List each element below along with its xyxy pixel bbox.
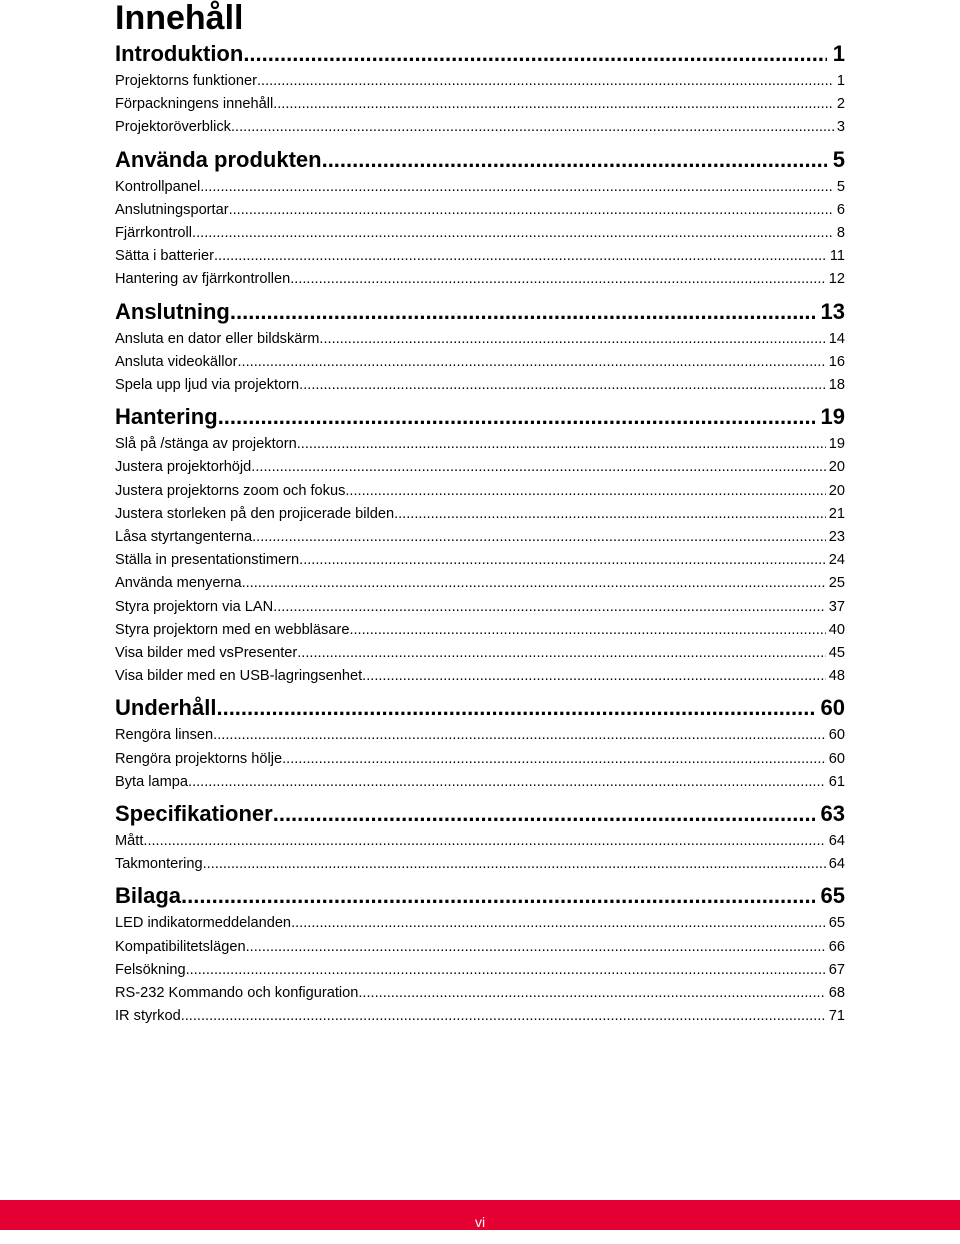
toc-leader (246, 936, 826, 959)
toc-entry[interactable] (115, 936, 845, 959)
toc-entry-label: IR styrkod (115, 1008, 181, 1025)
toc-entry[interactable] (115, 642, 845, 665)
toc-entry[interactable] (115, 199, 845, 222)
toc-entry-label: Takmontering (115, 856, 203, 873)
toc-entry-label: Ansluta videokällor (115, 353, 238, 370)
toc-leader (273, 93, 834, 116)
toc-leader (188, 771, 826, 794)
toc-entry-label: Kontrollpanel (115, 178, 201, 195)
toc-leader (299, 374, 826, 397)
toc-leader (203, 853, 826, 876)
toc-leader (251, 456, 825, 479)
toc-entry-page: 20 (828, 459, 845, 476)
toc-entry-label: Rengöra linsen (115, 727, 214, 744)
toc-entry[interactable] (115, 1005, 845, 1028)
toc-leader (362, 665, 826, 688)
toc-entry-label: Mått (115, 833, 144, 850)
toc-entry-label: Kompatibilitetslägen (115, 938, 246, 955)
toc-entry-page: 37 (828, 598, 845, 615)
toc-section-heading[interactable] (115, 798, 845, 830)
toc-entry-label: RS-232 Kommando och konfiguration (115, 985, 359, 1002)
toc-entry[interactable] (115, 456, 845, 479)
toc-section-heading[interactable] (115, 38, 845, 70)
toc-leader (322, 144, 827, 176)
footer-bar (0, 1200, 960, 1230)
toc-entry-page: 3 (836, 119, 845, 136)
toc-entry[interactable] (115, 374, 845, 397)
toc-entry-label: Spela upp ljud via projektorn (115, 377, 300, 394)
toc-entry-page: 40 (828, 621, 845, 638)
toc-leader (200, 176, 834, 199)
toc-entry[interactable] (115, 748, 845, 771)
toc-entry-page: 18 (828, 377, 845, 394)
toc-leader (297, 433, 826, 456)
toc-entry-page: 21 (828, 505, 845, 522)
toc-entry-page: 8 (836, 225, 845, 242)
toc-section-label: Specifikationer (115, 801, 273, 827)
toc-section-page: 63 (820, 801, 845, 827)
toc-section-label: Introduktion (115, 41, 244, 66)
toc-entry[interactable] (115, 549, 845, 572)
toc-leader (231, 116, 834, 139)
footer-page-number: vi (474, 1214, 486, 1230)
toc-entry[interactable] (115, 619, 845, 642)
toc-leader (345, 480, 825, 503)
toc-leader (273, 596, 826, 619)
toc-entry-page: 64 (828, 856, 845, 873)
toc-entry-label: Sätta i batterier (115, 248, 214, 265)
toc-entry[interactable] (115, 526, 845, 549)
toc-entry-label: LED indikatormeddelanden (115, 915, 292, 932)
toc-leader (214, 245, 827, 268)
toc-entry[interactable] (115, 268, 845, 291)
toc-entry-label: Förpackningens innehåll (115, 96, 274, 113)
toc-entry[interactable] (115, 982, 845, 1005)
toc-leader (181, 880, 814, 912)
toc-leader (238, 351, 826, 374)
toc-section-label: Hantering (115, 404, 218, 430)
toc-entry-label: Rengöra projektorns hölje (115, 750, 283, 767)
toc-leader (216, 692, 814, 724)
toc-section-label: Anslutning (115, 298, 230, 324)
toc-leader (319, 328, 825, 351)
toc-section-page: 13 (820, 298, 845, 324)
toc-entry-label: Justera projektorns zoom och fokus (115, 482, 346, 499)
page-title: Innehåll (115, 0, 244, 37)
toc-entry-page: 14 (828, 330, 845, 347)
toc-entry[interactable] (115, 959, 845, 982)
toc-entry[interactable] (115, 830, 845, 853)
toc-entry-page: 11 (829, 248, 845, 265)
toc-leader (299, 549, 826, 572)
toc-entry[interactable] (115, 222, 845, 245)
toc-leader (181, 1005, 826, 1028)
toc-entry-label: Ansluta en dator eller bildskärm (115, 330, 320, 347)
toc-leader (282, 748, 826, 771)
toc-entry-label: Fjärrkontroll (115, 225, 193, 242)
toc-entry-label: Använda menyerna (115, 575, 242, 592)
table-of-contents (115, 38, 845, 1029)
toc-section-heading[interactable] (115, 296, 845, 328)
toc-section-label: Underhåll (115, 695, 217, 721)
toc-section-heading[interactable] (115, 144, 845, 176)
toc-entry[interactable] (115, 480, 845, 503)
toc-entry-page: 61 (828, 773, 845, 790)
toc-leader (192, 222, 834, 245)
toc-leader (358, 982, 825, 1005)
toc-section-label: Använda produkten (115, 146, 322, 172)
toc-leader (186, 959, 826, 982)
toc-entry[interactable] (115, 665, 845, 688)
toc-entry[interactable] (115, 771, 845, 794)
toc-entry-page: 12 (828, 271, 845, 288)
toc-entry-label: Felsökning (115, 961, 186, 978)
toc-leader (394, 503, 826, 526)
toc-entry-page: 6 (836, 201, 845, 218)
toc-entry-label: Justera storleken på den projicerade bilden (115, 505, 395, 522)
toc-leader (349, 619, 825, 642)
toc-entry-page: 60 (828, 727, 845, 744)
toc-entry[interactable] (115, 912, 845, 935)
toc-entry-label: Ställa in presentationstimern (115, 552, 300, 569)
toc-entry-page: 2 (836, 96, 845, 113)
toc-entry-page: 48 (828, 668, 845, 685)
toc-entry-label: Låsa styrtangenterna (115, 529, 253, 546)
toc-leader (243, 38, 826, 70)
toc-entry-page: 25 (828, 575, 845, 592)
toc-leader (297, 642, 826, 665)
toc-leader (291, 912, 826, 935)
toc-leader (229, 199, 834, 222)
toc-section-heading[interactable] (115, 880, 845, 912)
toc-leader (257, 70, 834, 93)
toc-leader (218, 401, 815, 433)
toc-entry[interactable] (115, 724, 845, 747)
toc-section-page: 60 (820, 695, 845, 721)
toc-entry-page: 68 (828, 985, 845, 1002)
toc-entry-page: 5 (836, 178, 845, 195)
toc-entry-page: 65 (828, 915, 845, 932)
toc-section-page: 5 (832, 146, 845, 172)
toc-entry[interactable] (115, 351, 845, 374)
toc-entry[interactable] (115, 245, 845, 268)
toc-entry[interactable] (115, 433, 845, 456)
toc-section-label: Bilaga (115, 883, 182, 909)
toc-entry-label: Styra projektorn via LAN (115, 598, 274, 615)
toc-leader (252, 526, 826, 549)
toc-entry-page: 64 (828, 833, 845, 850)
toc-entry[interactable] (115, 853, 845, 876)
toc-entry[interactable] (115, 503, 845, 526)
toc-entry-label: Slå på /stänga av projektorn (115, 436, 297, 453)
toc-entry[interactable] (115, 328, 845, 351)
toc-entry-page: 66 (828, 938, 845, 955)
toc-entry-page: 71 (828, 1008, 845, 1025)
toc-leader (230, 296, 815, 328)
toc-leader (290, 268, 826, 291)
toc-section-page: 19 (820, 404, 845, 430)
toc-leader (242, 572, 826, 595)
toc-section-page: 65 (820, 883, 845, 909)
toc-entry-page: 19 (828, 436, 845, 453)
toc-section-page: 1 (832, 41, 845, 66)
toc-entry-page: 60 (828, 750, 845, 767)
toc-entry-label: Visa bilder med vsPresenter (115, 645, 298, 662)
toc-leader (273, 798, 815, 830)
toc-entry-page: 67 (828, 961, 845, 978)
toc-entry-label: Hantering av fjärrkontrollen (115, 271, 291, 288)
toc-entry[interactable] (115, 176, 845, 199)
toc-entry-page: 20 (828, 482, 845, 499)
toc-leader (143, 830, 825, 853)
toc-entry-label: Visa bilder med en USB-lagringsenhet (115, 668, 363, 685)
toc-entry[interactable] (115, 596, 845, 619)
toc-section-heading[interactable] (115, 692, 845, 724)
toc-entry-page: 45 (828, 645, 845, 662)
toc-entry-page: 23 (828, 529, 845, 546)
toc-entry[interactable] (115, 572, 845, 595)
toc-entry-label: Projektoröverblick (115, 119, 231, 136)
toc-entry-page: 1 (836, 73, 845, 89)
toc-entry[interactable] (115, 116, 845, 139)
toc-entry-page: 16 (828, 353, 845, 370)
toc-entry-page: 24 (828, 552, 845, 569)
toc-entry-label: Projektorns funktioner (115, 73, 257, 89)
toc-entry-label: Anslutningsportar (115, 201, 229, 218)
toc-section-heading[interactable] (115, 401, 845, 433)
toc-entry-label: Justera projektorhöjd (115, 459, 252, 476)
toc-leader (213, 724, 826, 747)
toc-entry[interactable] (115, 93, 845, 116)
toc-entry[interactable] (115, 70, 845, 93)
toc-entry-label: Styra projektorn med en webbläsare (115, 621, 350, 638)
toc-entry-label: Byta lampa (115, 773, 189, 790)
